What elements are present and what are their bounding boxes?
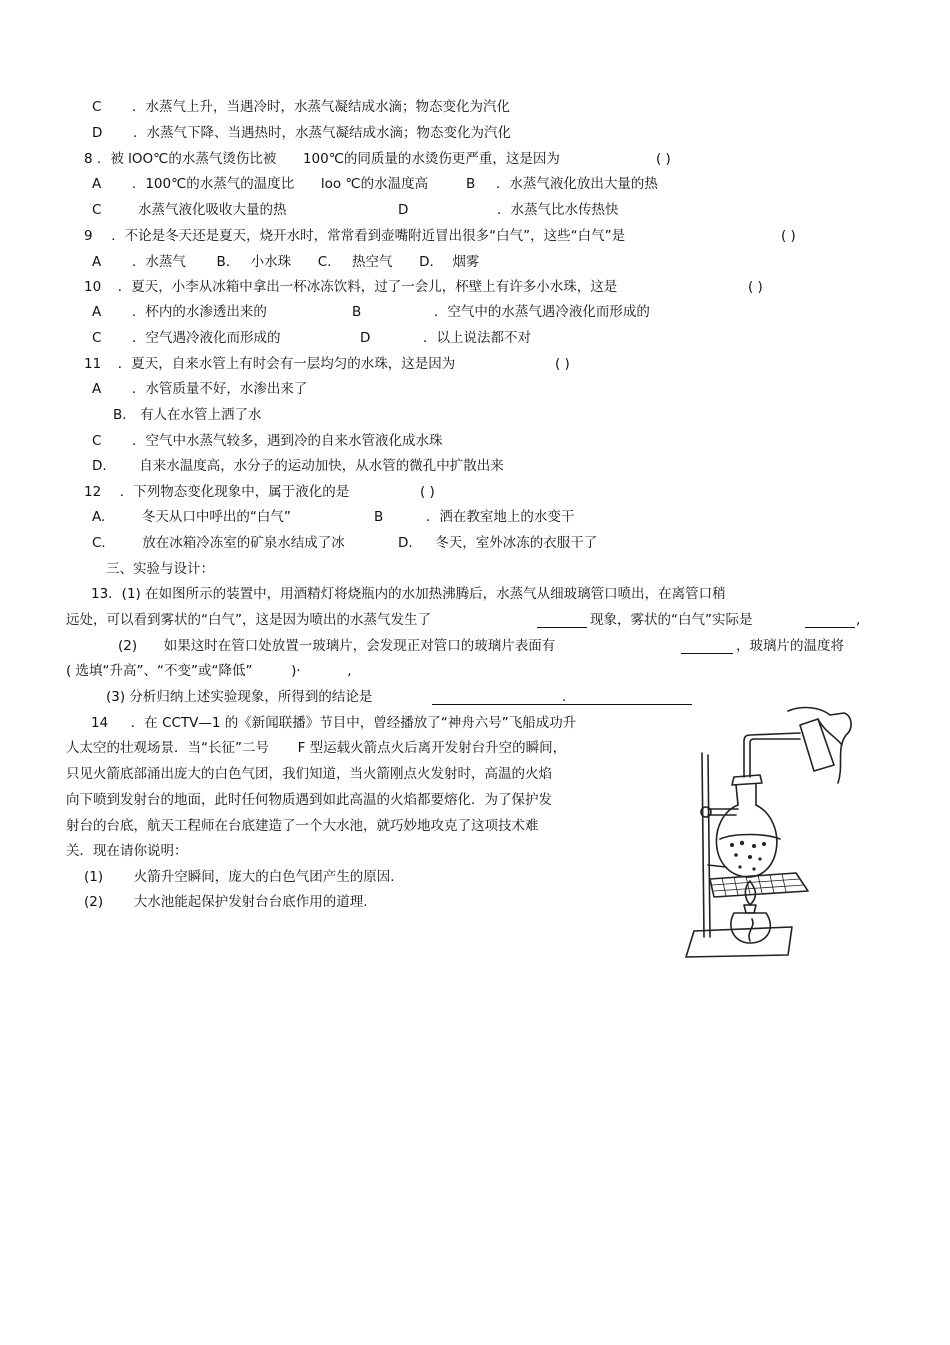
q13-line-1: 13．(1) 在如图所示的装置中，用酒精灯将烧瓶内的水加热沸腾后，水蒸气从细玻璃管口喷出，在离管口稍: [91, 586, 726, 602]
q11-stem: [84, 358, 455, 372]
q9-stem: [84, 230, 625, 244]
q8-option-d: [398, 204, 619, 218]
q11-option-b: [113, 409, 262, 423]
option-label: B: [374, 509, 384, 525]
q13-line-4: [66, 665, 352, 679]
option-text: 冬天从口中呼出的“白气”: [141, 509, 291, 525]
question-text: ( 选填“升高”、“不变”或“降低”: [66, 663, 253, 679]
option-label: C: [92, 330, 102, 346]
q12-stem: [84, 486, 349, 500]
option-text: ．洒在教室地上的水变干: [425, 509, 575, 525]
option-text: loo ℃的水温度高: [320, 176, 429, 192]
bubbles: [730, 841, 766, 871]
clamp-arm: [708, 809, 738, 815]
option-text: 烟雾: [452, 254, 480, 270]
option-text: 热空气: [352, 254, 393, 270]
question-text: ．在 CCTV—1 的《新闻联播》节目中，曾经播放了“神舟六号”飞船成功升: [130, 715, 577, 731]
option-text: ．水蒸气比水传热快: [497, 202, 619, 218]
option-label: D.: [92, 458, 107, 474]
fill-blank[interactable]: [805, 614, 855, 628]
q12-option-d: [398, 537, 597, 551]
option-label: B．: [113, 407, 136, 423]
option-text: 水蒸气液化吸收大量的热: [138, 202, 287, 218]
question-text: 人太空的壮观场景．当“长征”二号: [66, 740, 269, 756]
answer-paren: ( ): [748, 279, 763, 295]
sub-question-number: (2): [118, 638, 138, 654]
q7-option-d: [92, 127, 511, 141]
option-label: D.: [419, 254, 434, 270]
option-text: 放在冰箱冷冻室的矿泉水结成了冰: [142, 535, 345, 551]
question-text: F 型运载火箭点火后离开发射台升空的瞬间，: [297, 740, 567, 756]
option-label: C: [92, 433, 102, 449]
q14-line-4: 向下喷到发射台的地面，此时任何物质遇到如此高温的火焰都要熔化．为了保护发: [66, 792, 552, 808]
option-text: ．杯内的水渗透出来的: [131, 304, 267, 320]
option-label: D: [360, 330, 371, 346]
q10-option-b: [352, 306, 650, 320]
option-text: 自来水温度高，水分子的运动加快，从水管的微孔中扩散出来: [139, 458, 504, 474]
q13-line-3b: ，玻璃片的温度将: [736, 638, 844, 654]
stand-base: [686, 927, 792, 957]
option-label: A: [92, 254, 102, 270]
q14-line-5: 射台的台底，航天工程师在台底建造了一个大水池，就巧妙地攻克了这项技术难: [66, 818, 539, 834]
round-flask: [716, 805, 776, 877]
option-label: D: [92, 125, 103, 141]
option-label: D: [398, 202, 409, 218]
q11-option-d: [92, 460, 504, 474]
q13-line-2a: 远处，可以看到雾状的“白气”，这是因为喷出的水蒸气发生了: [66, 612, 431, 628]
q8-stem: [84, 153, 560, 167]
q10-option-a: [92, 306, 267, 320]
q11-option-c: [92, 435, 443, 449]
flame: [745, 881, 755, 905]
question-number: 14: [91, 715, 109, 731]
option-text: ．水蒸气下降、当遇热时，水蒸气凝结成水滴；物态变化为汽化: [133, 125, 511, 141]
question-text: ．夏天，自来水管上有时会有一层均匀的水珠，这是因为: [117, 356, 456, 372]
q14-sub-1: [84, 871, 395, 885]
q8-option-a: [92, 178, 428, 192]
q13-line-5-period: .: [562, 689, 567, 705]
option-label: D.: [398, 535, 413, 551]
option-text: ．水蒸气上升，当遇冷时，水蒸气凝结成水滴；物态变化为汽化: [132, 99, 511, 115]
question-text: )·: [291, 663, 301, 679]
q8-option-c: [92, 204, 287, 218]
fill-blank[interactable]: [681, 640, 733, 654]
question-text: 大水池能起保护发射台台底作用的道理.: [133, 894, 368, 910]
option-label: C: [92, 202, 102, 218]
lamp-wick: [749, 919, 753, 941]
q12-option-c: [92, 537, 345, 551]
option-text: ．水管质量不好，水渗出来了: [131, 381, 308, 397]
question-text: ．不论是冬天还是夏天，烧开水时，常常看到壶嘴附近冒出很多“白气”，这些“白气”是: [111, 228, 626, 244]
option-label: C.: [317, 254, 332, 270]
option-label: A: [92, 304, 102, 320]
q12-option-b: [374, 511, 574, 525]
q14-line-1: [91, 717, 576, 731]
sub-question-number: (1): [84, 869, 104, 885]
q11-option-a: [92, 383, 307, 397]
option-text: ．水蒸气: [131, 254, 186, 270]
q10-stem: [84, 281, 617, 295]
option-label: B: [466, 176, 476, 192]
question-text: ．夏天，小李从冰箱中拿出一杯冰冻饮料，过了一会儿，杯壁上有许多小水珠，这是: [117, 279, 618, 295]
option-text: ．水蒸气液化放出大量的热: [495, 176, 658, 192]
question-text: 如果这时在管口处放置一玻璃片，会发现正对管口的玻璃片表面有: [163, 638, 556, 654]
sub-question-number: (2): [84, 894, 104, 910]
question-text: 火箭升空瞬间，庞大的白色气团产生的原因.: [133, 869, 395, 885]
q13-line-3: [118, 640, 555, 654]
option-label: B: [352, 304, 362, 320]
q14-sub-2: [84, 896, 368, 910]
option-text: ．空气中的水蒸气遇冷液化而形成的: [433, 304, 650, 320]
stopper: [732, 775, 762, 785]
option-text: ．空气遇冷液化而形成的: [132, 330, 281, 346]
option-label: A.: [92, 509, 106, 525]
option-text: ．空气中水蒸气较多，遇到冷的自来水管液化成水珠: [132, 433, 443, 449]
option-text: ．100℃的水蒸气的温度比: [131, 176, 295, 192]
glass-plate: [800, 719, 834, 771]
hand-finger: [818, 719, 842, 745]
option-label: B.: [216, 254, 230, 270]
water-surface: [720, 835, 780, 840]
glass-tube: [744, 733, 800, 777]
q14-line-3: 只见火箭底部涌出庞大的白色气团，我们知道，当火箭刚点火发射时，高温的火焰: [66, 766, 552, 782]
stand-rod: [702, 753, 710, 937]
question-text: ．下列物态变化现象中，属于液化的是: [119, 484, 350, 500]
option-label: C: [92, 99, 102, 115]
fill-blank[interactable]: [537, 614, 587, 628]
answer-paren: ( ): [656, 151, 671, 167]
section-heading: 三、实验与设计：: [106, 561, 214, 577]
q10-option-c: [92, 332, 281, 346]
option-text: 小水珠: [250, 254, 292, 270]
answer-paren: ( ): [781, 228, 796, 244]
option-label: A: [92, 381, 102, 397]
lamp-wick-holder: [744, 905, 756, 913]
question-number: 11: [84, 356, 102, 372]
apparatus-illustration: [668, 705, 868, 980]
q13-line-5: (3) 分析归纳上述实验现象，所得到的结论是: [106, 689, 373, 705]
question-number: 10: [84, 279, 102, 295]
question-number: 12: [84, 484, 102, 500]
question-number: 9: [84, 228, 93, 244]
option-text: 冬天，室外冰冻的衣服干了: [435, 535, 598, 551]
answer-paren: ( ): [420, 484, 435, 500]
option-text: ．以上说法都不对: [423, 330, 531, 346]
q14-line-2: [66, 742, 566, 756]
option-text: 有人在水管上洒了水: [140, 407, 262, 423]
q13-line-2b: 现象，雾状的“白气”实际是: [590, 612, 753, 628]
option-label: A: [92, 176, 102, 192]
q12-option-a: [92, 511, 291, 525]
q14-line-6: 关．现在请你说明：: [66, 843, 188, 859]
q8-option-b: [466, 178, 658, 192]
wire-gauze: [710, 873, 808, 897]
question-text: 100℃的同质量的水烫伤更严重，这是因为: [302, 151, 560, 167]
q9-options: [92, 256, 479, 270]
option-label: C.: [92, 535, 106, 551]
q13-line-2c: ,: [856, 612, 861, 628]
question-text: ,: [347, 663, 352, 679]
question-number: 8: [84, 151, 93, 167]
q7-option-c: [92, 101, 510, 115]
q10-option-d: [360, 332, 531, 346]
question-text: ．被 lOO℃的水蒸气烫伤比被: [96, 151, 277, 167]
answer-paren: ( ): [555, 356, 570, 372]
flask-neck: [736, 784, 756, 805]
